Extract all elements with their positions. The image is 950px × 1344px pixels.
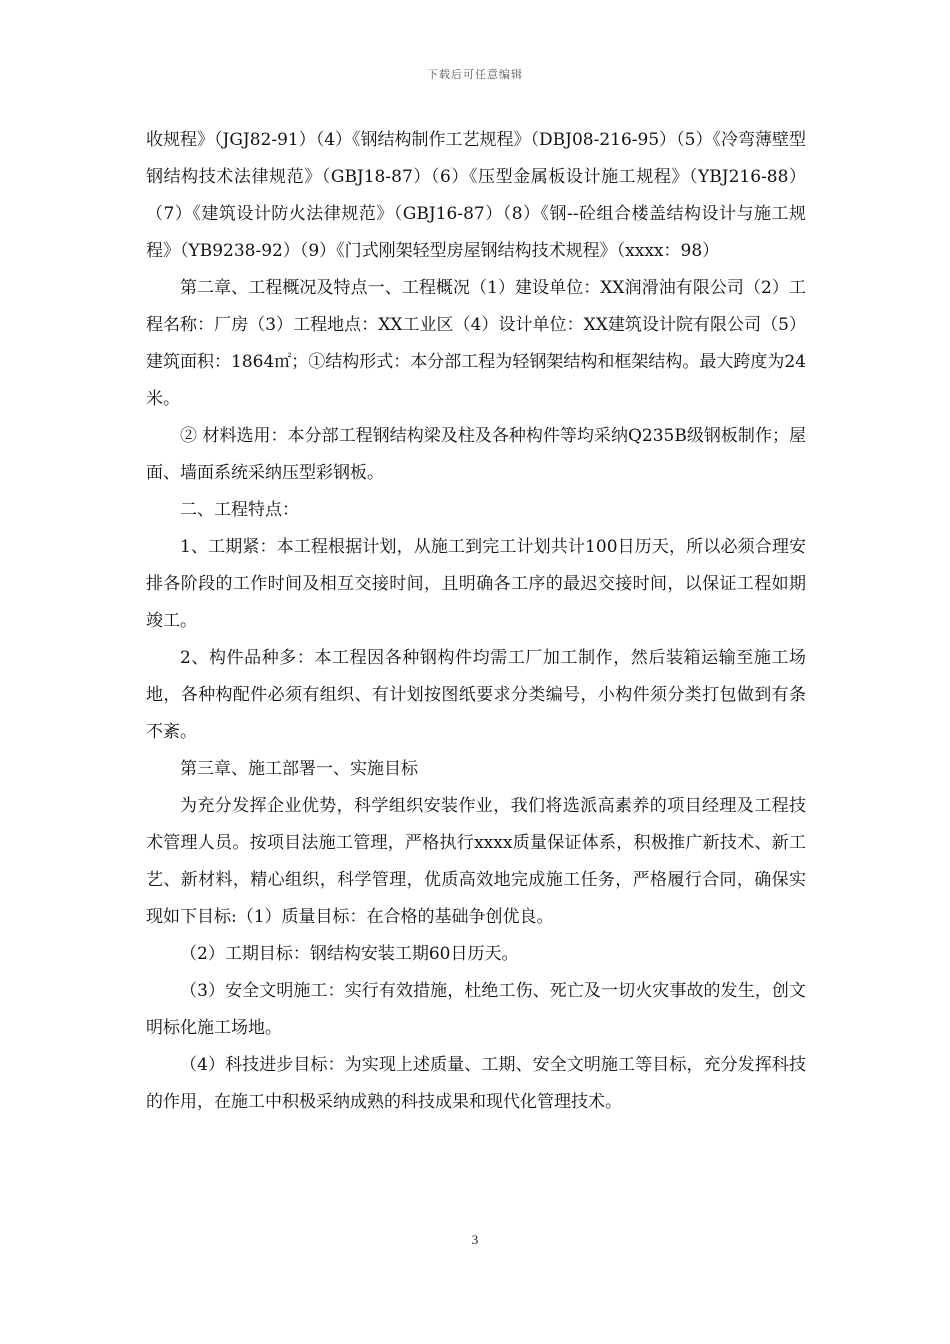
page-header: 下载后可任意编辑	[427, 68, 523, 81]
paragraph-materials: ② 材料选用：本分部工程钢结构梁及柱及各种构件等均采纳Q235B级钢板制作；屋面、墙面系统采纳压型彩钢板。	[146, 426, 806, 483]
document-body	[146, 122, 806, 1121]
paragraph-feature-2: 2、构件品种多：本工程因各种钢构件均需工厂加工制作，然后装箱运输至施工场地，各种构配件必须有组织、有计划按图纸要求分类编号，小构件须分类打包做到有条不紊。	[146, 648, 806, 742]
paragraph-schedule-goal: （2）工期目标：钢结构安装工期60日历天。	[180, 944, 519, 964]
paragraph-chapter-3-heading: 第三章、施工部署一、实施目标	[180, 759, 418, 779]
page-number: 3	[471, 1232, 479, 1247]
paragraph-chapter-2-overview: 第二章、工程概况及特点一、工程概况（1）建设单位：XX润滑油有限公司（2）工程名称：厂房（3）工程地点：XX工业区（4）设计单位：XX建筑设计院有限公司（5）建筑面积：1864㎡；①结构形式：本分部工程为轻钢架结构和框架结构。最大跨度为24米。	[146, 278, 806, 409]
paragraph-standards-list: 收规程》（JGJ82-91）（4）《钢结构制作工艺规程》（DBJ08-216-95）（5）《冷弯薄壁型钢结构技术法律规范》（GBJ18-87）（6）《压型金属板设计施工规程》（YBJ216-88）（7）《建筑设计防火法律规范》（GBJ16-87）（8）《钢--砼组合楼盖结构设计与施工规程》（YB9238-92）（9）《门式刚架轻型房屋钢结构技术规程》（xxxx：98）	[146, 130, 806, 261]
paragraph-objectives: 为充分发挥企业优势，科学组织安装作业，我们将选派高素养的项目经理及工程技术管理人员。按项目法施工管理，严格执行xxxx质量保证体系，积极推广新技术、新工艺、新材料，精心组织，科学管理，优质高效地完成施工任务，严格履行合同，确保实现如下目标:（1）质量目标：在合格的基础争创优良。	[146, 796, 806, 927]
paragraph-technology-goal: （4）科技进步目标：为实现上述质量、工期、安全文明施工等目标，充分发挥科技的作用，在施工中积极采纳成熟的科技成果和现代化管理技术。	[146, 1055, 806, 1112]
paragraph-features-heading: 二、工程特点：	[180, 500, 299, 520]
paragraph-safety-goal: （3）安全文明施工：实行有效措施，杜绝工伤、死亡及一切火灾事故的发生，创文明标化施工场地。	[146, 981, 806, 1038]
paragraph-feature-1: 1、工期紧：本工程根据计划，从施工到完工计划共计100日历天，所以必须合理安排各阶段的工作时间及相互交接时间，且明确各工序的最迟交接时间，以保证工程如期竣工。	[146, 537, 806, 631]
